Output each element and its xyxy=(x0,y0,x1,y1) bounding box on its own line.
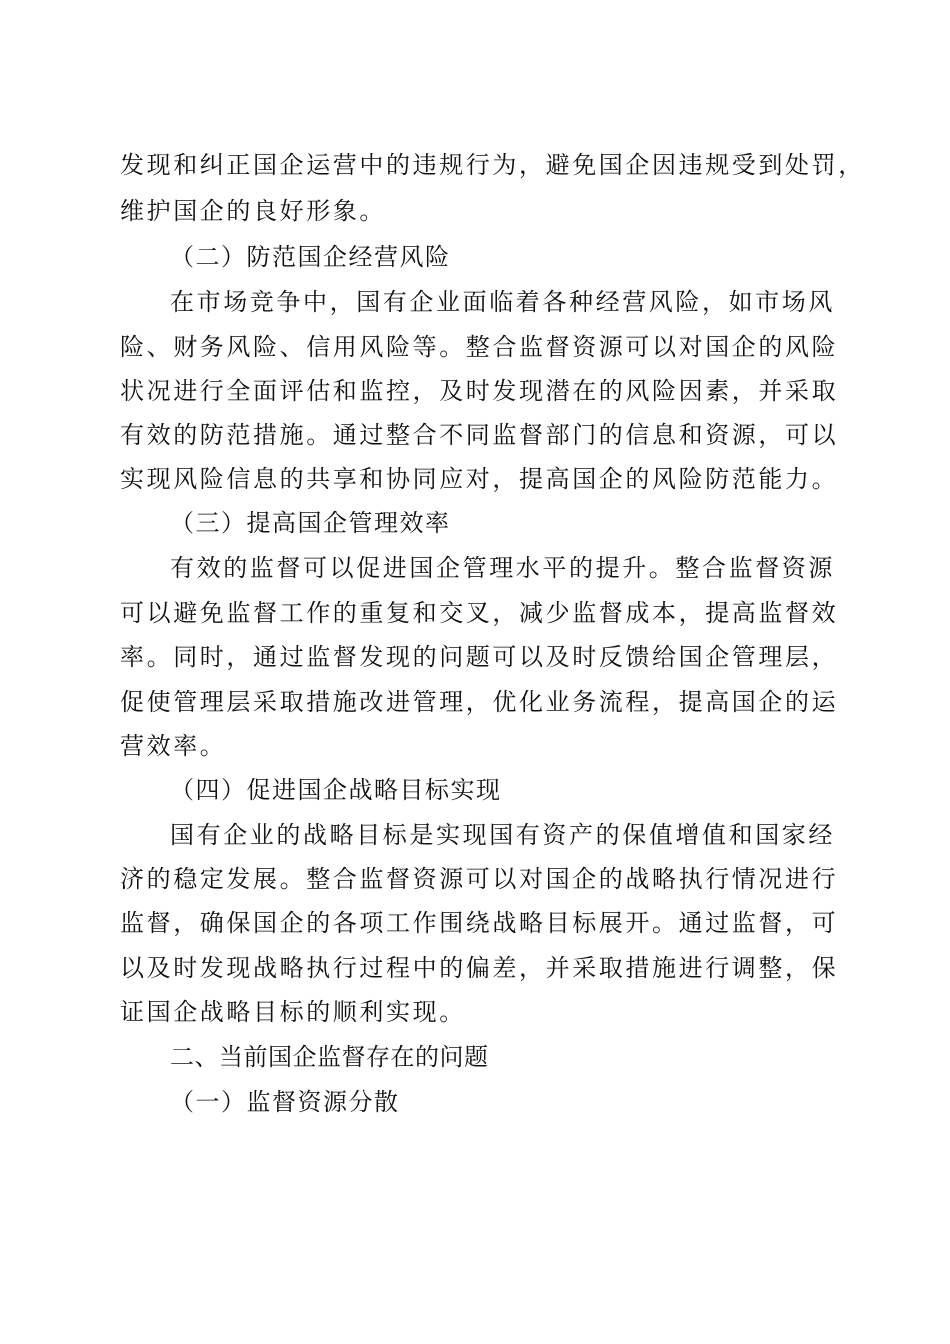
section-heading-4: （四）促进国企战略目标实现 xyxy=(170,776,502,804)
paragraph-line: 监督，确保国企的各项工作围绕战略目标展开。通过监督，可 xyxy=(120,909,839,937)
paragraph-line: 有效的防范措施。通过整合不同监督部门的信息和资源，可以 xyxy=(120,421,839,449)
paragraph-line: 营效率。 xyxy=(120,732,227,760)
paragraph-line: 发现和纠正国企运营中的违规行为，避免国企因违规受到处罚， xyxy=(120,151,865,179)
section-heading-1: （一）监督资源分散 xyxy=(170,1088,400,1116)
paragraph-line: 率。同时，通过监督发现的问题可以及时反馈给国企管理层， xyxy=(120,643,839,671)
paragraph-line: 可以避免监督工作的重复和交叉，减少监督成本，提高监督效 xyxy=(120,599,839,627)
paragraph-line: 维护国企的良好形象。 xyxy=(120,197,386,225)
paragraph-line: 济的稳定发展。整合监督资源可以对国企的战略执行情况进行 xyxy=(120,865,839,893)
chapter-heading: 二、当前国企监督存在的问题 xyxy=(170,1043,489,1071)
section-heading-2: （二）防范国企经营风险 xyxy=(170,243,451,271)
paragraph-line: 证国企战略目标的顺利实现。 xyxy=(120,998,466,1026)
paragraph-line: 以及时发现战略执行过程中的偏差，并采取措施进行调整，保 xyxy=(120,954,839,982)
paragraph-line: 状况进行全面评估和监控，及时发现潜在的风险因素，并采取 xyxy=(120,377,839,405)
section-heading-3: （三）提高国企管理效率 xyxy=(170,509,451,537)
paragraph-line: 实现风险信息的共享和协同应对，提高国企的风险防范能力。 xyxy=(120,465,839,493)
paragraph-line: 在市场竞争中，国有企业面临着各种经营风险，如市场风 xyxy=(170,288,835,316)
paragraph-line: 国有企业的战略目标是实现国有资产的保值增值和国家经 xyxy=(170,821,835,849)
paragraph-line: 险、财务风险、信用风险等。整合监督资源可以对国企的风险 xyxy=(120,333,839,361)
paragraph-line: 有效的监督可以促进国企管理水平的提升。整合监督资源 xyxy=(170,554,835,582)
paragraph-line: 促使管理层采取措施改进管理，优化业务流程，提高国企的运 xyxy=(120,688,839,716)
